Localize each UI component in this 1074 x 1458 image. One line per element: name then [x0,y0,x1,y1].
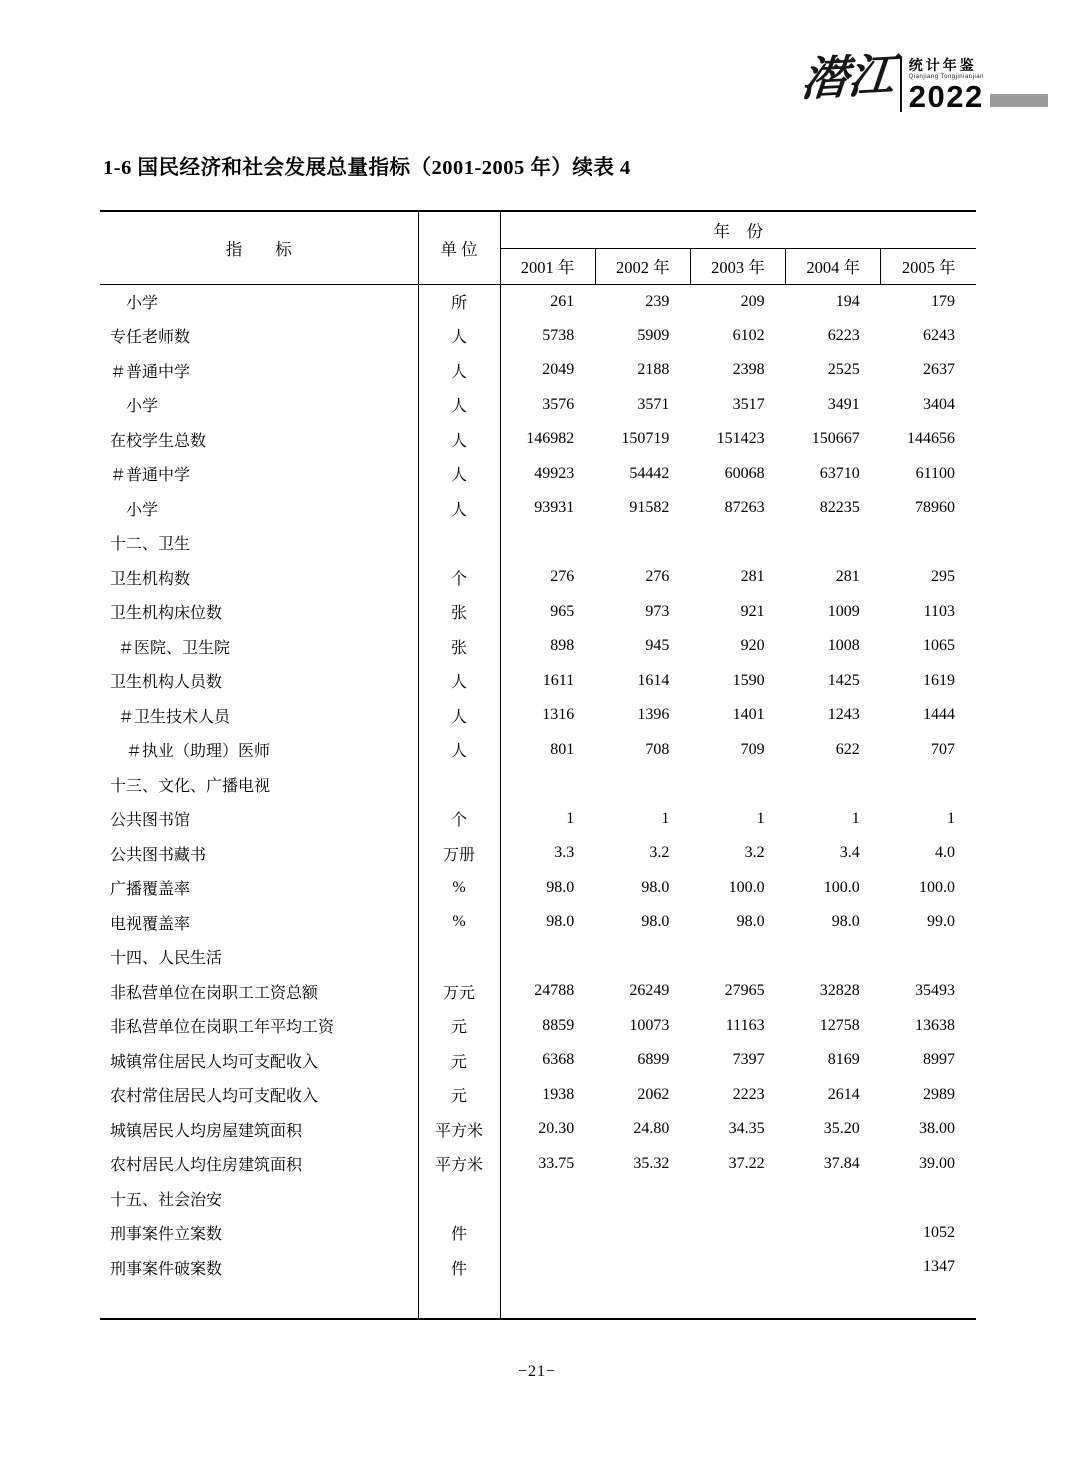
logo-romanized-label: Qianjiang Tongjinianjian [908,74,984,81]
table-row [100,871,976,906]
table-row [100,319,976,354]
value-cell-2002: 5909 [637,326,670,344]
value-cell-2003: 151423 [716,430,765,448]
table-row [100,1078,976,1113]
unit-cell [418,526,500,561]
value-cell-2001: 98.0 [546,913,575,931]
value-cell-2001 [500,1181,595,1216]
indicator-label: ＃普通中学 [100,353,418,388]
indicator-label: 农村居民人均住房建筑面积 [100,1147,418,1182]
unit-cell: 个 [418,802,500,837]
value-cell-2001: 276 [550,568,575,586]
indicator-label: 公共图书藏书 [100,836,418,871]
indicator-label: 农村常住居民人均可支配收入 [100,1078,418,1113]
indicator-label: 公共图书馆 [100,802,418,837]
unit-cell: 人 [418,698,500,733]
value-cell-2005 [881,1181,976,1216]
value-cell-2002: 1396 [637,706,670,724]
page-number: −21− [517,1363,557,1380]
indicator-label: 卫生机构数 [100,560,418,595]
value-cell-2002: 10073 [629,1016,670,1034]
value-cell-2003 [690,526,785,561]
value-cell-2003: 1 [756,809,765,827]
unit-cell [418,940,500,975]
indicator-label: 电视覆盖率 [100,905,418,940]
value-cell-2001 [500,940,595,975]
table-header [100,211,976,284]
value-cell-2002 [595,1250,690,1285]
spacer-cell [881,1285,976,1320]
unit-cell: 人 [418,733,500,768]
value-cell-2002: 54442 [629,464,670,482]
unit-cell: 人 [418,457,500,492]
table-row [100,560,976,595]
value-cell-2002 [595,767,690,802]
value-cell-2005: 35493 [915,982,955,1000]
unit-cell: 万元 [418,974,500,1009]
unit-cell: 元 [418,1078,500,1113]
value-cell-2005: 1065 [923,637,955,655]
value-cell-2003: 921 [740,602,765,620]
indicator-label: 小学 [100,491,418,526]
value-cell-2005: 1347 [923,1258,955,1276]
value-cell-2004: 1243 [827,706,860,724]
value-cell-2004: 35.20 [823,1120,860,1138]
value-cell-2004: 622 [835,740,860,758]
unit-cell: 元 [418,1009,500,1044]
value-cell-2003 [690,1216,785,1251]
statistics-table [100,210,976,1320]
value-cell-2005 [881,940,976,975]
value-cell-2005 [881,767,976,802]
value-cell-2002: 239 [645,292,670,310]
value-cell-2003: 6102 [732,326,765,344]
indicator-label: 非私营单位在岗职工年平均工资 [100,1009,418,1044]
value-cell-2004: 1008 [827,637,860,655]
unit-cell: 人 [418,353,500,388]
unit-cell: 所 [418,284,500,319]
indicator-label: 小学 [100,284,418,319]
unit-cell: 人 [418,319,500,354]
value-cell-2004: 1009 [827,602,860,620]
value-cell-2004: 1425 [827,671,860,689]
value-cell-2004: 3.4 [839,844,860,862]
table-row [100,733,976,768]
value-cell-2003: 34.35 [728,1120,765,1138]
header-year-2001: 2001 年 [520,258,575,277]
table-row [100,974,976,1009]
value-cell-2002: 98.0 [641,878,670,896]
unit-cell: 件 [418,1250,500,1285]
logo-yearbook-label: 统计年鉴 [908,57,977,73]
value-cell-2003: 209 [740,292,765,310]
value-cell-2002: 2062 [637,1085,670,1103]
value-cell-2002 [595,1181,690,1216]
value-cell-2004: 37.84 [823,1154,860,1172]
indicator-label: 城镇居民人均房屋建筑面积 [100,1112,418,1147]
value-cell-2004 [786,1250,881,1285]
value-cell-2005: 144656 [907,430,955,448]
value-cell-2004: 82235 [819,499,860,517]
value-cell-2001: 33.75 [538,1154,575,1172]
value-cell-2005: 2989 [923,1085,955,1103]
logo-year-label: 2022 [908,79,984,115]
indicator-label: 小学 [100,388,418,423]
value-cell-2002 [595,1216,690,1251]
value-cell-2005: 99.0 [927,913,955,931]
value-cell-2001: 93931 [534,499,575,517]
spacer-cell [786,1285,881,1320]
value-cell-2005: 8997 [923,1051,955,1069]
value-cell-2001: 965 [550,602,575,620]
value-cell-2002: 91582 [629,499,670,517]
table-row [100,1250,976,1285]
table-row [100,905,976,940]
value-cell-2005: 38.00 [919,1120,955,1138]
value-cell-2003: 100.0 [728,878,765,896]
value-cell-2005: 295 [931,568,955,586]
spacer-cell [595,1285,690,1320]
table-row [100,698,976,733]
value-cell-2003: 37.22 [728,1154,765,1172]
table-row [100,422,976,457]
value-cell-2004 [786,526,881,561]
table-section-row [100,940,976,975]
value-cell-2001: 146982 [526,430,575,448]
value-cell-2001: 1316 [542,706,575,724]
table-row [100,353,976,388]
value-cell-2005: 1619 [923,671,955,689]
value-cell-2003: 3517 [732,395,765,413]
unit-cell: 平方米 [418,1147,500,1182]
section-label: 十四、人民生活 [100,940,418,975]
value-cell-2002: 24.80 [633,1120,670,1138]
table-row [100,457,976,492]
spacer-cell [100,1285,418,1320]
table-row [100,629,976,664]
value-cell-2004 [786,767,881,802]
unit-cell: 平方米 [418,1112,500,1147]
table-title: 1-6 国民经济和社会发展总量指标（2001-2005 年）续表 4 [103,157,631,179]
value-cell-2003: 1590 [732,671,765,689]
section-label: 十二、卫生 [100,526,418,561]
value-cell-2005: 179 [931,292,955,310]
indicator-label: ＃普通中学 [100,457,418,492]
logo-brand-calligraphy: 潜江 [799,49,897,106]
value-cell-2005: 4.0 [935,844,955,862]
table-row [100,1216,976,1251]
value-cell-2001 [500,767,595,802]
value-cell-2002: 1 [661,809,670,827]
indicator-label: 广播覆盖率 [100,871,418,906]
indicator-label: ＃卫生技术人员 [100,698,418,733]
indicator-label: 专任老师数 [100,319,418,354]
unit-cell: 人 [418,422,500,457]
table-row [100,388,976,423]
indicator-label: 在校学生总数 [100,422,418,457]
unit-cell: 万册 [418,836,500,871]
value-cell-2003: 2398 [732,361,765,379]
value-cell-2003: 98.0 [736,913,765,931]
value-cell-2003: 27965 [724,982,765,1000]
value-cell-2003 [690,767,785,802]
value-cell-2001: 3.3 [554,844,575,862]
value-cell-2004: 12758 [819,1016,860,1034]
header-indicator: 指 标 [100,211,418,284]
value-cell-2005: 78960 [915,499,955,517]
value-cell-2005: 1052 [923,1223,955,1241]
value-cell-2001: 5738 [542,326,575,344]
value-cell-2002: 26249 [629,982,670,1000]
value-cell-2005: 1 [947,809,955,827]
value-cell-2005: 100.0 [919,878,955,896]
value-cell-2004: 6223 [827,326,860,344]
value-cell-2003: 87263 [724,499,765,517]
unit-cell: 人 [418,664,500,699]
value-cell-2002: 6899 [637,1051,670,1069]
value-cell-2002: 708 [645,740,670,758]
value-cell-2004 [786,1216,881,1251]
value-cell-2004: 32828 [819,982,860,1000]
value-cell-2002: 276 [645,568,670,586]
value-cell-2003: 3.2 [744,844,765,862]
value-cell-2005: 707 [931,740,955,758]
indicator-label: 刑事案件破案数 [100,1250,418,1285]
spacer-cell [418,1285,500,1320]
value-cell-2004: 2614 [827,1085,860,1103]
table-section-row [100,1181,976,1216]
header-year-2002: 2002 年 [595,248,690,284]
unit-cell: % [418,871,500,906]
header-year-group: 年 份 [500,211,976,248]
value-cell-2004: 63710 [819,464,860,482]
value-cell-2005 [881,526,976,561]
unit-cell [418,1181,500,1216]
value-cell-2001: 49923 [534,464,575,482]
indicator-label: ＃执业（助理）医师 [100,733,418,768]
value-cell-2003: 11163 [725,1016,765,1034]
table-row [100,1043,976,1078]
value-cell-2001: 98.0 [546,878,575,896]
value-cell-2001: 898 [550,637,575,655]
value-cell-2004: 150667 [811,430,860,448]
unit-cell: 张 [418,595,500,630]
value-cell-2002: 1614 [637,671,670,689]
indicator-label: 卫生机构人员数 [100,664,418,699]
value-cell-2005: 2637 [923,361,955,379]
spacer-cell [690,1285,785,1320]
unit-cell: 件 [418,1216,500,1251]
unit-cell [418,767,500,802]
table-row [100,284,976,319]
value-cell-2001: 1611 [542,671,575,689]
indicator-label: 卫生机构床位数 [100,595,418,630]
value-cell-2002: 2188 [637,361,670,379]
value-cell-2004 [786,1181,881,1216]
table-row [100,664,976,699]
value-cell-2004: 2525 [827,361,860,379]
value-cell-2002: 35.32 [633,1154,670,1172]
table-row [100,1009,976,1044]
value-cell-2001: 8859 [542,1016,575,1034]
indicator-label: ＃医院、卫生院 [100,629,418,664]
value-cell-2001 [500,526,595,561]
value-cell-2002: 945 [645,637,670,655]
value-cell-2003: 281 [740,568,765,586]
indicator-label: 刑事案件立案数 [100,1216,418,1251]
value-cell-2003: 920 [740,637,765,655]
logo-text-block [900,57,984,115]
value-cell-2001: 1 [566,809,575,827]
value-cell-2003: 60068 [724,464,765,482]
value-cell-2004: 98.0 [831,913,860,931]
table-row [100,802,976,837]
unit-cell: % [418,905,500,940]
value-cell-2003: 709 [740,740,765,758]
unit-cell: 个 [418,560,500,595]
header-unit: 单 位 [418,211,500,284]
value-cell-2004: 100.0 [823,878,860,896]
value-cell-2001: 24788 [534,982,575,1000]
value-cell-2002: 3571 [637,395,670,413]
table-row [100,1147,976,1182]
unit-cell: 人 [418,491,500,526]
value-cell-2005: 6243 [923,326,955,344]
value-cell-2002 [595,940,690,975]
header-row-top [100,211,976,248]
value-cell-2004: 1 [851,809,860,827]
header-year-2004: 2004 年 [786,248,881,284]
value-cell-2004: 281 [835,568,860,586]
value-cell-2003: 7397 [732,1051,765,1069]
value-cell-2003 [690,1250,785,1285]
value-cell-2005: 1103 [923,602,955,620]
section-label: 十三、文化、广播电视 [100,767,418,802]
value-cell-2003 [690,940,785,975]
value-cell-2005: 13638 [915,1016,955,1034]
value-cell-2005: 1444 [923,706,955,724]
table-section-row [100,526,976,561]
table-row [100,491,976,526]
unit-cell: 元 [418,1043,500,1078]
spacer-cell [500,1285,595,1320]
value-cell-2001: 801 [550,740,575,758]
logo-decorative-bar [990,94,1048,107]
indicator-label: 城镇常住居民人均可支配收入 [100,1043,418,1078]
value-cell-2001: 20.30 [538,1120,575,1138]
value-cell-2002: 973 [645,602,670,620]
value-cell-2005: 3404 [923,395,955,413]
value-cell-2002: 150719 [621,430,670,448]
table-row [100,595,976,630]
section-label: 十五、社会治安 [100,1181,418,1216]
table-spacer-row [100,1285,976,1320]
value-cell-2004 [786,940,881,975]
value-cell-2004: 8169 [827,1051,860,1069]
value-cell-2001 [500,1216,595,1251]
indicator-label: 非私营单位在岗职工工资总额 [100,974,418,1009]
value-cell-2001: 3576 [542,395,575,413]
header-year-2003: 2003 年 [690,248,785,284]
value-cell-2001: 1938 [542,1085,575,1103]
value-cell-2002 [595,526,690,561]
table-section-row [100,767,976,802]
yearbook-logo [799,49,1048,115]
value-cell-2003 [690,1181,785,1216]
header-year-2005: 2005 年 [881,248,976,284]
table-row [100,836,976,871]
value-cell-2005: 39.00 [919,1154,955,1172]
value-cell-2002: 3.2 [649,844,670,862]
value-cell-2003: 2223 [732,1085,765,1103]
value-cell-2002: 98.0 [641,913,670,931]
value-cell-2005: 61100 [915,464,955,482]
value-cell-2001: 6368 [542,1051,575,1069]
value-cell-2004: 194 [835,292,860,310]
value-cell-2001 [500,1250,595,1285]
value-cell-2004: 3491 [827,395,860,413]
unit-cell: 人 [418,388,500,423]
table-row [100,1112,976,1147]
value-cell-2003: 1401 [732,706,765,724]
value-cell-2001: 2049 [542,361,575,379]
unit-cell: 张 [418,629,500,664]
table-body [100,284,976,1319]
value-cell-2001: 261 [550,292,575,310]
